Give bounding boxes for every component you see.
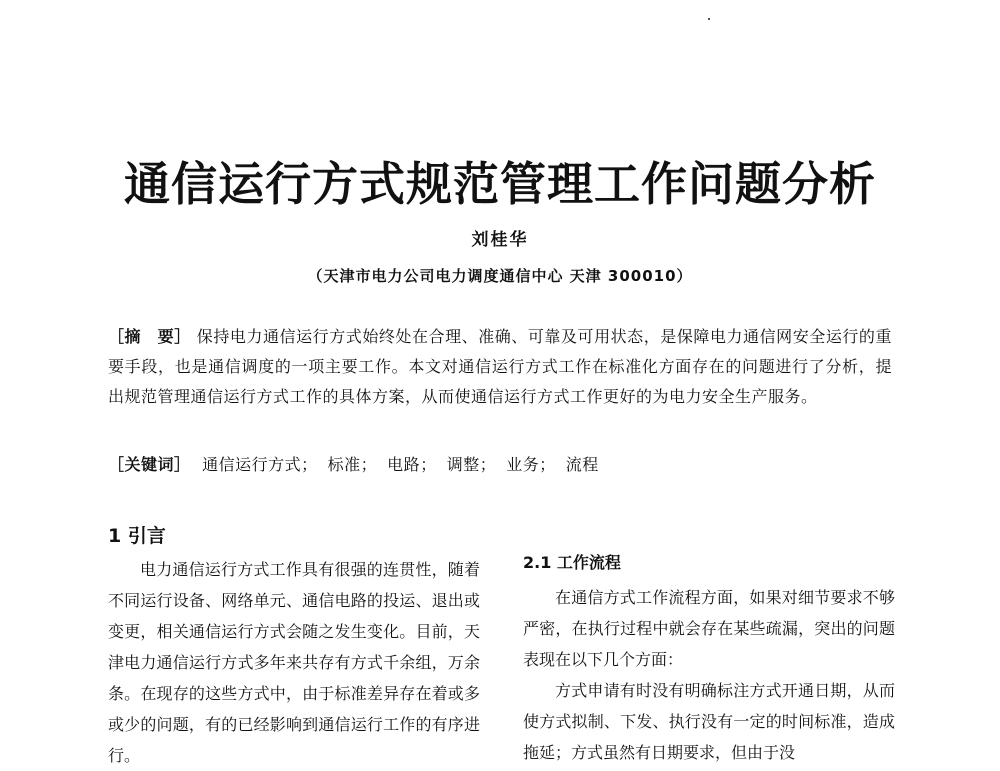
paper-title: 通信运行方式规范管理工作问题分析 (124, 157, 876, 211)
author-affiliation: （天津市电力公司电力调度通信中心 天津 300010） (307, 267, 693, 285)
keyword-item: 通信运行方式 (202, 455, 302, 474)
keywords-label: ［关键词］ (108, 455, 191, 474)
section-2-1-paragraph-2: 方式申请有时没有明确标注方式开通日期，从而使方式拟制、下发、执行没有一定的时间标准，造成拖延；方式虽然有日期要求，但由于没 (523, 681, 895, 762)
right-column (523, 548, 895, 768)
keyword-item: 业务 (506, 455, 540, 474)
abstract-text: 保持电力通信运行方式始终处在合理、准确、可靠及可用状态，是保障电力通信网安全运行的重要手段，也是通信调度的一项主要工作。本文对通信运行方式工作在标准化方面存在的问题进行了分析，提出规范管理通信运行方式工作的具体方案，从而使通信运行方式工作更好的为电力安全生产服务。 (108, 327, 892, 406)
section-1-heading: 1 引言 (108, 525, 166, 547)
section-1-paragraph: 电力通信运行方式工作具有很强的连贯性，随着不同运行设备、网络单元、通信电路的投运、退出或变更，相关通信运行方式会随之发生变化。目前，天津电力通信运行方式多年来共存有方式千余组，万余条。在现存的这些方式中，由于标准差异存在着或多或少的问题，有的已经影响到通信运行工作的有序进行。 (108, 560, 480, 765)
left-column (108, 520, 480, 771)
section-2-1-paragraph-1: 在通信方式工作流程方面，如果对细节要求不够严密，在执行过程中就会存在某些疏漏，突出的问题表现在以下几个方面： (523, 588, 895, 669)
keywords: ［关键词］ 通信运行方式； 标准； 电路； 调整； 业务； 流程 (108, 455, 599, 474)
section-2-1-heading: 2.1 工作流程 (523, 553, 621, 572)
scan-speck (708, 18, 710, 20)
author-name: 刘桂华 (471, 230, 529, 250)
keyword-item: 流程 (565, 455, 599, 474)
abstract (108, 322, 892, 412)
keyword-item: 标准 (327, 455, 361, 474)
keyword-item: 调整 (446, 455, 480, 474)
keyword-item: 电路 (387, 455, 421, 474)
abstract-label: ［摘 要］ (108, 327, 191, 346)
